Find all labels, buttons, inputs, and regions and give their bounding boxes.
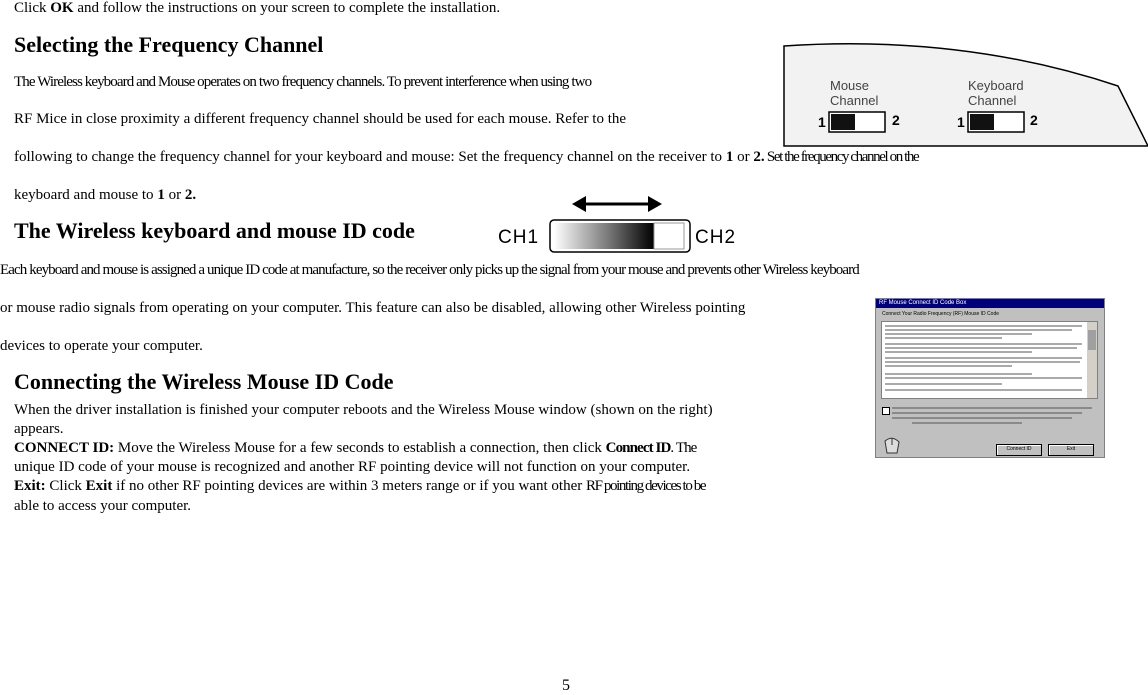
id-code-line-2: or mouse radio signals from operating on your computer. This feature can also be disabled, allowing other Wireless pointing (0, 300, 746, 316)
intro-text: Click (14, 0, 51, 16)
id-code-heading: The Wireless keyboard and mouse ID code (14, 218, 415, 243)
connecting-line-5: Exit: Click Exit if no other RF pointing devices are within 3 meters range or if you want other RF pointing devices to be (14, 478, 706, 494)
exit-button[interactable]: Exit (1048, 444, 1094, 456)
keyboard-ch-2: 2 (1030, 112, 1038, 128)
receiver-panel-figure (782, 40, 1148, 148)
intro-line (14, 0, 500, 18)
ok-text: OK (50, 0, 74, 16)
connecting-line-4: unique ID code of your mouse is recognized and another RF pointing device will not function on your computer. (14, 459, 691, 475)
dialog-note-lines (892, 406, 1097, 428)
intro-text-rest: and follow the instructions on your screen to complete the installation. (73, 0, 501, 16)
ch1-label: CH1 (498, 227, 540, 248)
mouse-icon (882, 437, 902, 455)
keyboard-channel-label-1: Keyboard (968, 78, 1024, 93)
mouse-ch-2: 2 (892, 112, 900, 128)
frequency-line-2: RF Mice in close proximity a different frequency channel should be used for each mouse. Refer to the (14, 111, 627, 127)
connecting-line-6: able to access your computer. (14, 498, 192, 514)
frequency-line-3: following to change the frequency channel for your keyboard and mouse: Set the frequency channel on the receiver to 1 or 2. Set the frequency channel on the (14, 149, 919, 165)
dialog-checkbox (882, 407, 890, 415)
mouse-ch-1: 1 (818, 114, 826, 130)
connecting-line-3: CONNECT ID: Move the Wireless Mouse for a few seconds to establish a connection, then click Connect ID. The (14, 440, 697, 456)
connecting-line-1: When the driver installation is finished your computer reboots and the Wireless Mouse window (shown on the right) (14, 402, 713, 418)
channel-switch-figure (498, 190, 748, 256)
frequency-line-4: keyboard and mouse to 1 or 2. (14, 187, 197, 203)
id-code-line-3: devices to operate your computer. (0, 338, 203, 354)
connect-id-dialog-figure (875, 298, 1105, 458)
connecting-line-2: appears. (14, 421, 64, 437)
keyboard-channel-label-2: Channel (968, 93, 1017, 108)
ch2-label: CH2 (695, 227, 737, 248)
id-code-line-1: Each keyboard and mouse is assigned a unique ID code at manufacture, so the receiver only picks up the signal from your mouse and prevents other Wireless keyboard (0, 262, 859, 278)
dialog-text-lines (882, 322, 1097, 398)
connect-id-button[interactable]: Connect ID (996, 444, 1042, 456)
keyboard-ch-1: 1 (957, 114, 965, 130)
frequency-line-1: The Wireless keyboard and Mouse operates on two frequency channels. To prevent interference when using two (14, 74, 592, 90)
dialog-text-area (881, 321, 1098, 399)
mouse-channel-label-1: Mouse (830, 78, 870, 93)
mouse-channel-label-2: Channel (830, 93, 879, 108)
frequency-heading: Selecting the Frequency Channel (14, 32, 324, 57)
dialog-subtitle: Connect Your Radio Frequency (RF) Mouse ID Code (882, 311, 1000, 317)
connecting-heading: Connecting the Wireless Mouse ID Code (14, 369, 394, 394)
page-number: 5 (562, 677, 570, 694)
dialog-title: RF Mouse Connect ID Code Box (876, 299, 1104, 308)
